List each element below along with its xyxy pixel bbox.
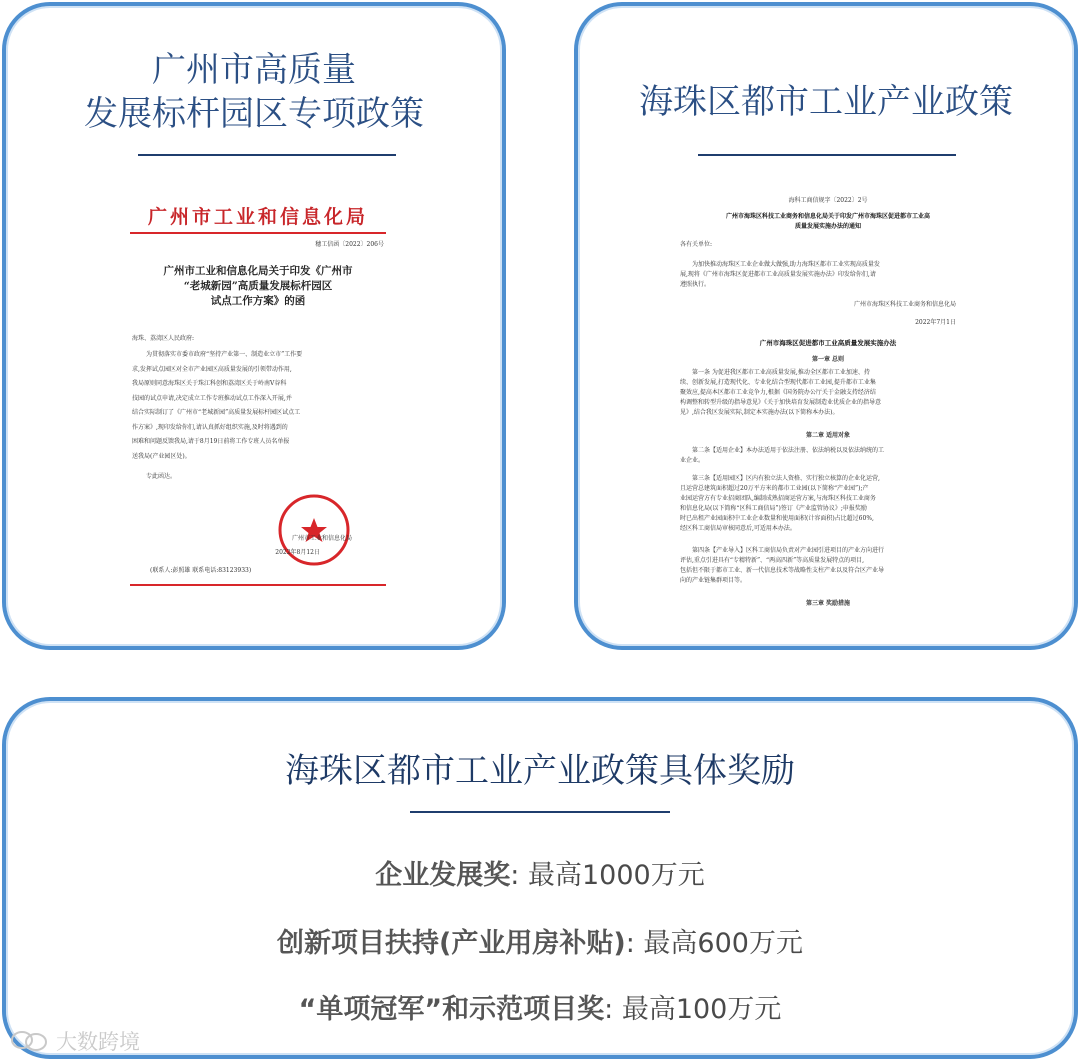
reward-separator: : [604, 994, 614, 1025]
doc-title-line: “老城新园”高质量发展标杆园区 [183, 280, 333, 292]
chapter-heading: 第二章 适用对象 [805, 432, 851, 439]
rewards-card [2, 697, 1078, 1059]
doc-header-rule [130, 232, 386, 234]
doc-signer: 广州市工业和信息化局 [291, 535, 352, 542]
left-card-title-line1: 广州市高质量 [152, 50, 356, 90]
notice-title-line: 质量发展实施办法的通知 [794, 223, 861, 230]
left-card-title-line2: 发展标杆园区专项政策 [84, 94, 424, 134]
article-line: 聚效应,提高本区都市工业竞争力,根据《国务院办公厅关于金融支持经济结 [680, 389, 876, 396]
rewards-title-rule [410, 811, 670, 813]
doc-body-line: 送我局(产业园区处)。 [132, 452, 191, 460]
doc-intro-line: 为加快推动海珠区工业企业做大做强,助力海珠区都市工业实现高质量发 [692, 261, 880, 268]
article-line: 续、创新发展,打造现代化、专业化结合型现代都市工业园,提升都市工业集 [680, 379, 876, 386]
doc-salutation: 海珠、荔湾区人民政府: [132, 335, 195, 342]
doc-body-line: 求,发挥试点园区对全市产业园区高质量发展的引领带动作用, [132, 365, 292, 373]
article-line: 见》,结合我区发展实际,制定本实施办法(以下简称本办法)。 [680, 409, 839, 416]
reward-item [6, 921, 1074, 960]
article-2 [680, 446, 976, 466]
doc-body-line: 作方案》,现印发给你们,请认真抓好组织实施,及时将遇到的 [132, 423, 288, 431]
doc-contact: (联系人:彭照雄 联系电话:83123933) [150, 567, 252, 574]
doc-closing: 专此函达。 [146, 473, 177, 480]
chapter-heading: 第三章 奖励措施 [805, 600, 851, 607]
article-3 [680, 474, 976, 534]
doc-title [126, 264, 390, 309]
article-line: 第二条【适用企业】本办法适用于依法注册、依法纳税以及依法纳统的工 [692, 447, 885, 454]
article-line: 时已出租产业园面积中工业企业数量和使用面积(计容面积)占比超过60%, [680, 515, 874, 522]
reward-value: 最高600万元 [643, 928, 803, 959]
article-line: 评估,重点引进具有“专精特新”、“两高四新”等高质量发展特点的项目, [680, 557, 865, 564]
article-4 [680, 546, 976, 586]
article-line: 第一条 为促进我区都市工业高质量发展,推动全区都市工业加速、持 [692, 369, 870, 376]
left-document-image [126, 188, 390, 598]
notice-title-line: 广州市海珠区科技工业商务和信息化局关于印发广州市海珠区促进都市工业高 [725, 213, 930, 220]
doc-footer-rule [130, 584, 386, 586]
doc-title-line: 广州市工业和信息化局关于印发《广州市 [163, 265, 353, 277]
watermark [10, 1026, 140, 1056]
reward-label: 创新项目扶持(产业用房补贴) [277, 928, 626, 959]
doc-body-line: 困难和问题反馈我局,请于8月19日前将工作专班人员名单报 [132, 438, 290, 445]
doc-title-line: 试点工作方案》的函 [210, 295, 306, 307]
reward-separator: : [625, 928, 635, 959]
doc-salutation: 各有关单位: [680, 241, 713, 248]
doc-body-line: 我局原则同意海珠区关于珠江科创和荔湾区关于岭南V谷科 [132, 380, 287, 387]
doc-intro [680, 260, 976, 290]
reward-item [6, 987, 1074, 1026]
reward-label: “单项冠军”和示范项目奖 [298, 994, 605, 1025]
doc-body-line: 技园的试点申请,决定成立工作专班推动试点工作深入开展,并 [132, 394, 292, 402]
article-line: 第三条【适用园区】区内有独立法人资格、实行独立核算的企业化运营, [692, 475, 880, 482]
article-line: 和信息化局(以下简称“区科工商信局”)签订《产业监管协议》;申报奖励 [680, 505, 867, 512]
doc-body-line: 结合实际制订了《广州市“老城新园”高质量发展标杆园区试点工 [132, 409, 301, 416]
right-title-rule [698, 154, 956, 156]
watermark-text: 大数跨境 [56, 1030, 140, 1054]
article-line: 包括但不限于都市工业、新一代信息技术等战略性支柱产业以及符合区产业导 [680, 567, 885, 574]
chat-bubble-icon [10, 1029, 50, 1053]
doc-number: 海科工商信规字〔2022〕2号 [788, 197, 868, 204]
doc-issue-date: 2022年7月1日 [915, 319, 956, 326]
article-line: 构调整和转型升级的指导意见》《关于加快培育发展制造业优质企业的指导意 [680, 399, 882, 406]
reward-value: 最高100万元 [621, 994, 782, 1025]
reward-label: 企业发展奖 [375, 860, 511, 891]
article-line: 经区科工商信局审核同意后,可适用本办法。 [680, 525, 796, 532]
article-line: 向的产业链集群项目等。 [680, 577, 747, 584]
doc-number: 穗工信函〔2022〕206号 [315, 241, 384, 248]
notice-title [676, 212, 980, 232]
rewards-title: 海珠区都市工业产业政策具体奖励 [285, 751, 795, 791]
chapter-heading: 第一章 总则 [811, 356, 845, 363]
reward-value: 最高1000万元 [527, 860, 705, 891]
doc-body-line: 为贯彻落实市委市政府“坚持产业第一、制造业立市”工作要 [146, 351, 303, 358]
article-line: 业园运营方有专业招商团队,编制成熟招商运营方案,与海珠区科技工业商务 [680, 495, 876, 502]
left-title-rule [138, 154, 396, 156]
reward-separator: : [510, 860, 520, 891]
article-line: 且运营总建筑面积超过20万平方米的都市工业园(以下简称“产业园”);产 [680, 485, 869, 492]
reward-item [6, 853, 1074, 892]
doc-body [132, 348, 386, 485]
article-line: 业企业。 [680, 457, 705, 464]
doc-intro-line: 遵照执行。 [680, 281, 711, 288]
doc-header: 广州市工业和信息化局 [147, 206, 368, 228]
right-card-title: 海珠区都市工业产业政策 [639, 82, 1013, 122]
article-line: 第四条【产业导入】区科工商信局负责对产业园引进项目的产业方向进行 [692, 547, 885, 554]
doc-intro-line: 展,现将《广州市海珠区促进都市工业高质量发展实施办法》印发给你们,请 [680, 271, 876, 278]
doc-issuer: 广州市海珠区科技工业商务和信息化局 [853, 301, 956, 308]
article-1 [680, 368, 976, 418]
measure-title: 广州市海珠区促进都市工业高质量发展实施办法 [759, 339, 897, 347]
doc-date: 2022年8月12日 [275, 549, 320, 556]
right-document-image [676, 188, 980, 618]
